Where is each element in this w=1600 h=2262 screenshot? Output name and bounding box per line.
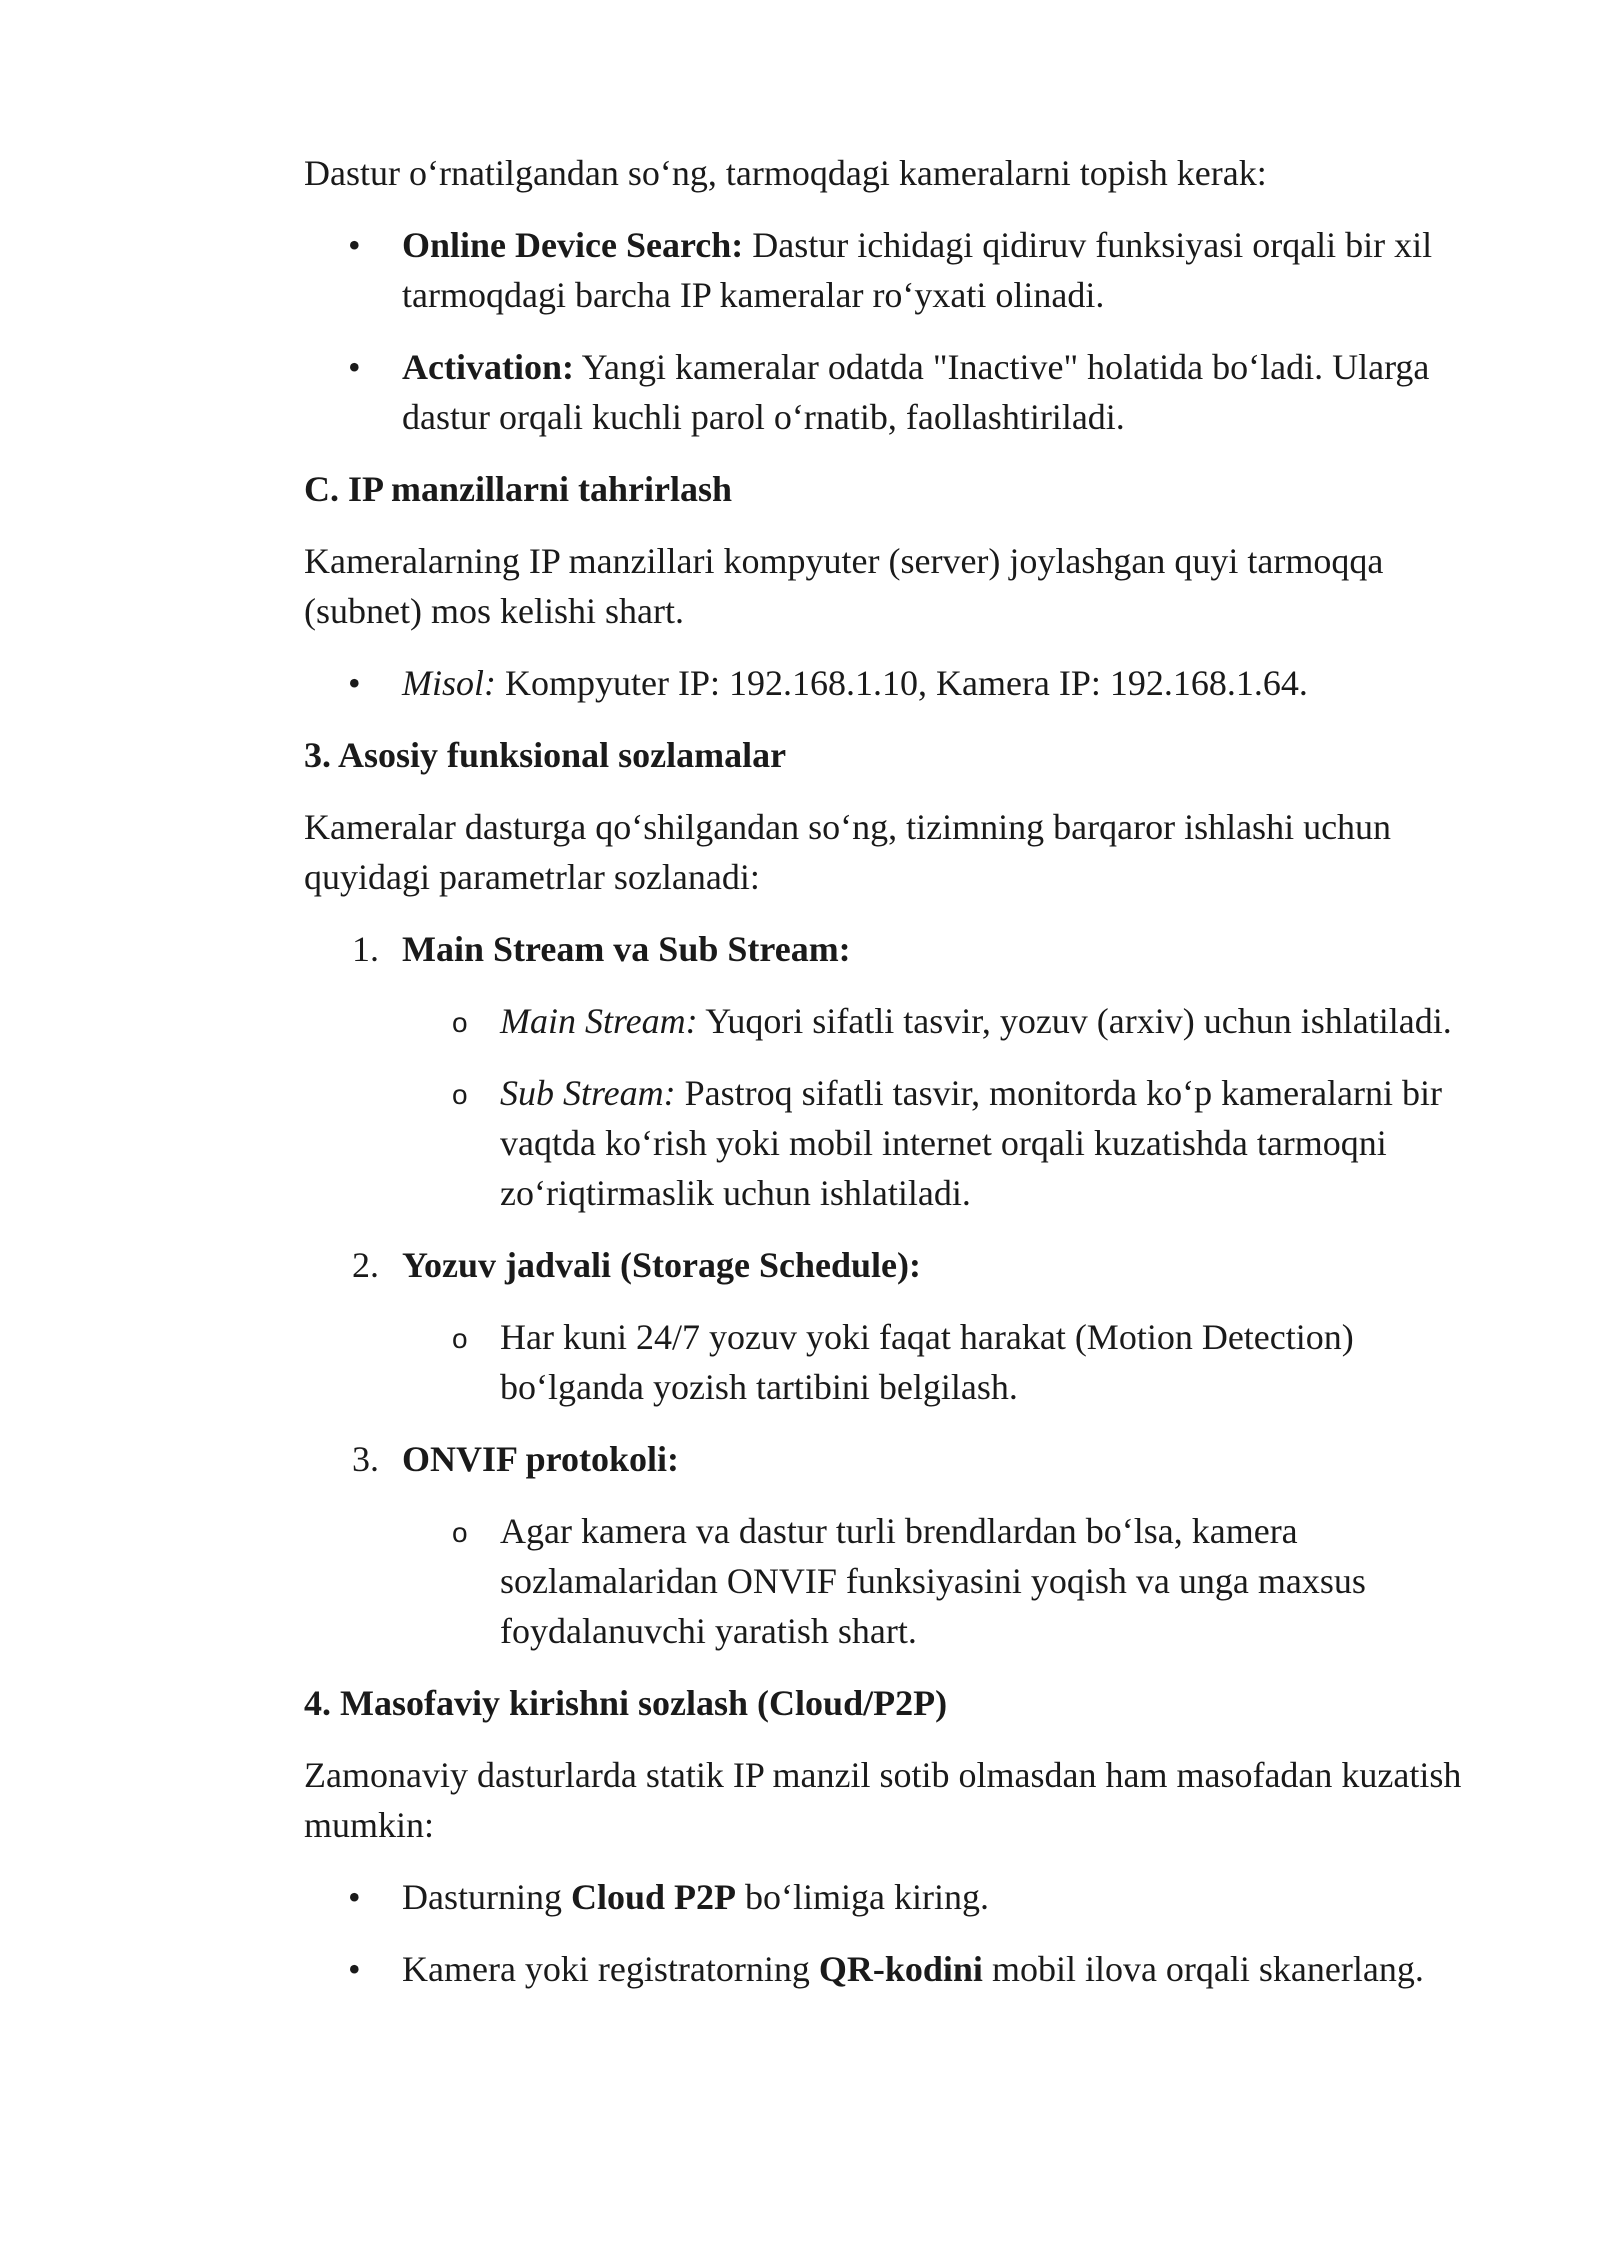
section-c-heading: C. IP manzillarni tahrirlash — [304, 469, 733, 509]
sub-bullet-marker: o — [452, 1079, 468, 1110]
list-item — [304, 1944, 1504, 1994]
item-text-post: bo‘limiga kiring. — [736, 1877, 989, 1917]
section-4-paragraph: Zamonaviy dasturlarda statik IP manzil sotib olmasdan ham masofadan kuzatish mumkin: — [304, 1755, 1462, 1845]
item-number: 2. — [352, 1245, 379, 1285]
sub-list — [402, 996, 1504, 1218]
item-term: Cloud P2P — [570, 1877, 737, 1917]
bullet-marker: • — [348, 225, 361, 265]
example-label: Misol: — [402, 663, 496, 703]
document-body — [304, 148, 1504, 2016]
numbered-item — [304, 1240, 1504, 1412]
numbered-item — [304, 1434, 1504, 1656]
sub-item-text: Har kuni 24/7 yozuv yoki faqat harakat (Motion Detection) bo‘lganda yozish tartibini belgilash. — [500, 1317, 1354, 1407]
sub-item-text: Pastroq sifatli tasvir, monitorda ko‘p kameralarni bir vaqtda ko‘rish yoki mobil internet orqali kuzatishda tarmoqni zo‘riqtirmaslik uchun ishlatiladi. — [500, 1073, 1443, 1213]
bullet-marker: • — [348, 1877, 361, 1917]
item-text-post: mobil ilova orqali skanerlang. — [982, 1949, 1424, 1989]
sub-bullet-marker: o — [452, 1323, 468, 1354]
section-3-heading: 3. Asosiy funksional sozlamalar — [304, 735, 787, 775]
sub-list — [402, 1312, 1504, 1412]
sub-item-text: Yuqori sifatli tasvir, yozuv (arxiv) uchun ishlatiladi. — [697, 1001, 1452, 1041]
bullet-marker: • — [348, 347, 361, 387]
item-title: Yozuv jadvali (Storage Schedule): — [402, 1245, 921, 1285]
sub-item-text: Agar kamera va dastur turli brendlardan bo‘lsa, kamera sozlamalaridan ONVIF funksiyasini yoqish va unga maxsus foydalanuvchi yaratish shart. — [500, 1511, 1366, 1651]
bullet-marker: • — [348, 1949, 361, 1989]
intro-paragraph: Dastur o‘rnatilgandan so‘ng, tarmoqdagi kameralarni topish kerak: — [304, 153, 1267, 193]
bullet-marker: • — [348, 663, 361, 703]
section-3-paragraph: Kameralar dasturga qo‘shilgandan so‘ng, tizimning barqaror ishlashi uchun quyidagi parametrlar sozlanadi: — [304, 807, 1392, 897]
item-term: Online Device Search: — [402, 225, 744, 265]
list-item — [304, 220, 1504, 320]
list-item — [304, 658, 1504, 708]
item-text: Dastur ichidagi qidiruv funksiyasi orqali bir xil tarmoqdagi barcha IP kameralar ro‘yxati olinadi. — [402, 225, 1433, 315]
item-title: Main Stream va Sub Stream: — [402, 929, 851, 969]
item-text-pre: Kamera yoki registratorning — [402, 1949, 819, 1989]
sub-list — [402, 1506, 1504, 1656]
example-text: Kompyuter IP: 192.168.1.10, Kamera IP: 192.168.1.64. — [496, 663, 1308, 703]
item-title: ONVIF protokoli: — [402, 1439, 680, 1479]
sub-bullet-marker: o — [452, 1007, 468, 1038]
sub-item-label: Main Stream: — [500, 1001, 698, 1041]
sub-item — [402, 1506, 1504, 1656]
sub-item — [402, 1068, 1504, 1218]
item-number: 3. — [352, 1439, 379, 1479]
list-item — [304, 1872, 1504, 1922]
item-number: 1. — [352, 929, 379, 969]
sub-item — [402, 1312, 1504, 1412]
settings-numbered-list — [304, 924, 1504, 1656]
search-steps-list — [304, 220, 1504, 442]
item-term: QR-kodini — [818, 1949, 983, 1989]
section-c-paragraph: Kameralarning IP manzillari kompyuter (server) joylashgan quyi tarmoqqa (subnet) mos kelishi shart. — [304, 541, 1384, 631]
item-text-pre: Dasturning — [402, 1877, 571, 1917]
item-text: Yangi kameralar odatda "Inactive" holatida bo‘ladi. Ularga dastur orqali kuchli parol o‘rnatib, faollashtiriladi. — [402, 347, 1430, 437]
item-term: Activation: — [402, 347, 574, 387]
example-list — [304, 658, 1504, 708]
sub-item-label: Sub Stream: — [500, 1073, 676, 1113]
sub-item — [402, 996, 1504, 1046]
numbered-item — [304, 924, 1504, 1218]
remote-access-list — [304, 1872, 1504, 1994]
list-item — [304, 342, 1504, 442]
sub-bullet-marker: o — [452, 1517, 468, 1548]
section-4-heading: 4. Masofaviy kirishni sozlash (Cloud/P2P) — [304, 1683, 948, 1723]
